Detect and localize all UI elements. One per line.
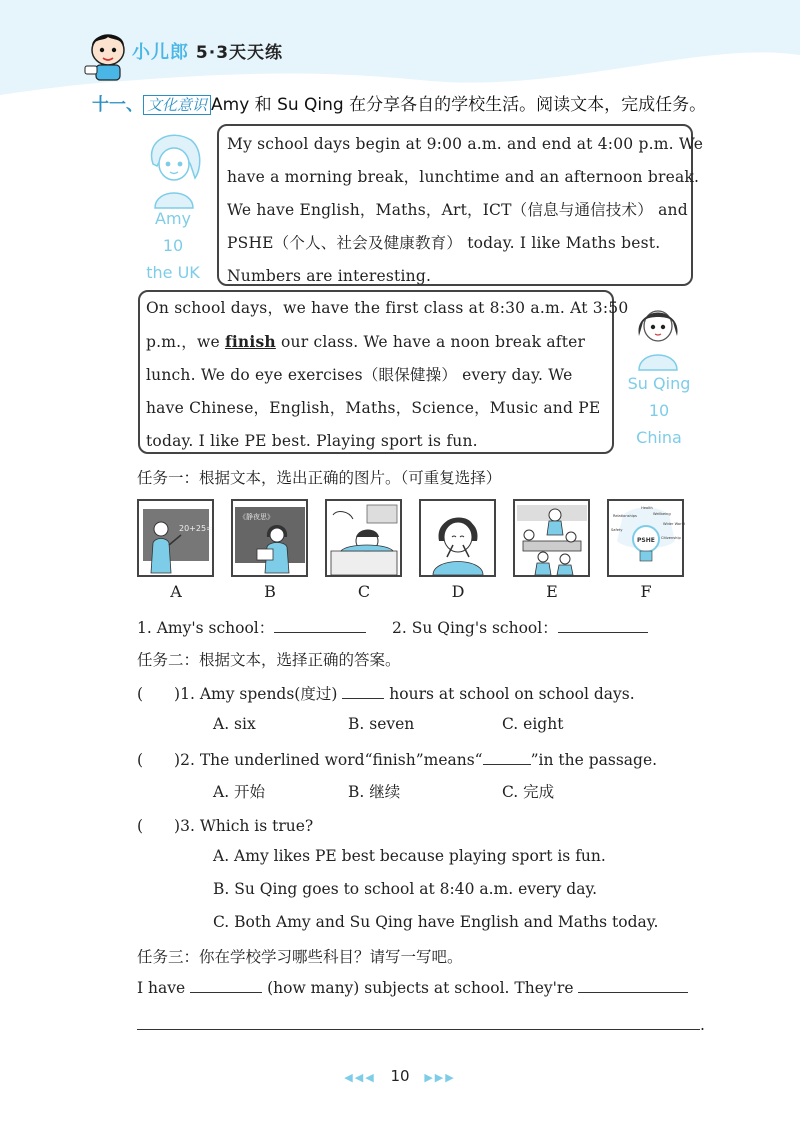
suqing-text-line: lunch. We do eye exercises（眼保健操） every day. We (146, 366, 573, 384)
noon-break-icon (327, 501, 400, 575)
suqing-text-line: have Chinese，English，Maths，Science，Music and PE (146, 399, 601, 417)
task2-question-3: ( )3. Which is true? (137, 817, 314, 835)
picture-c[interactable] (325, 499, 402, 577)
pic-f-word: Relationships (613, 514, 637, 518)
task3-sentence: I have (how many) subjects at school. They're (137, 979, 688, 997)
task2-q1-option-b[interactable]: B. seven (348, 715, 415, 733)
underlined-word-finish: finish (224, 332, 276, 351)
eye-exercises-icon (421, 501, 494, 575)
amy-speech-bubble (217, 124, 704, 286)
task3-title: 任务三：你在学校学习哪些科目？请写一写吧。 (137, 948, 463, 966)
task1-title: 任务一：根据文本，选出正确的图片。（可重复选择） (137, 469, 502, 487)
amy-text-line: PSHE（个人、社会及健康教育） today. I like Maths best. (227, 234, 661, 252)
suqing-text-line: today. I like PE best. Playing sport is fun. (146, 432, 478, 450)
task2-q2-option-c[interactable]: C. 完成 (502, 783, 555, 801)
suqing-portrait-icon (625, 292, 691, 370)
pic-b-board-text: 《静夜思》 (239, 513, 274, 521)
picture-d[interactable] (419, 499, 496, 577)
page-number: 10 (390, 1067, 410, 1085)
task1-question-1: 1. Amy's school： (137, 616, 366, 638)
task2-q1-option-a[interactable]: A. six (213, 715, 256, 733)
suqing-speech-bubble (138, 290, 629, 454)
answer-paren[interactable]: ( ) (137, 817, 181, 835)
amy-label (140, 205, 206, 286)
amy-text-line: have a morning break，lunchtime and an afternoon break. (227, 168, 700, 186)
picture-options (137, 499, 684, 577)
task2-q3-option-b[interactable]: B. Su Qing goes to school at 8:40 a.m. every day. (213, 880, 598, 898)
task3-second-line: . (137, 1012, 705, 1034)
amy-age: 10 (162, 236, 184, 255)
task2-q2-option-b[interactable]: B. 继续 (348, 783, 401, 801)
amy-portrait-icon (141, 130, 207, 208)
task2-question-2: ( )2. The underlined word“finish”means“ ”in the passage. (137, 751, 658, 769)
suqing-label (618, 370, 700, 451)
task2-q2-option-a[interactable]: A. 开始 (213, 783, 266, 801)
pic-f-center-text: PSHE (637, 537, 655, 544)
pic-f-word: Wider World (663, 522, 685, 526)
pic-f-word: Wellbeing (653, 512, 671, 516)
science-class-icon (515, 501, 588, 575)
right-arrows-icon: ▶▶▶ (424, 1071, 456, 1084)
answer-paren[interactable]: ( ) (137, 685, 181, 703)
subjects-continuation-blank[interactable] (137, 1012, 700, 1030)
amy-school-answer-blank[interactable] (274, 617, 366, 633)
amy-text-line: My school days begin at 9:00 a.m. and end at 4:00 p.m. We (227, 135, 704, 153)
letter-f: F (640, 582, 652, 601)
picture-e[interactable] (513, 499, 590, 577)
picture-a[interactable] (137, 499, 214, 577)
task2-question-1: ( )1. Amy spends(度过) hours at school on school days. (137, 685, 635, 703)
section-tag: 文化意识 (143, 95, 211, 115)
suqing-age: 10 (648, 401, 670, 420)
amy-name: Amy (155, 209, 191, 228)
letter-d: D (451, 582, 465, 601)
meaning-blank[interactable] (483, 751, 531, 765)
task2-q3-option-c[interactable]: C. Both Amy and Su Qing have English and Maths today. (213, 913, 659, 931)
letter-c: C (357, 582, 371, 601)
brand-name: 小儿郎 (132, 42, 189, 63)
suqing-school-answer-blank[interactable] (558, 617, 648, 633)
subject-count-blank[interactable] (190, 979, 262, 993)
pic-f-word: Citizenship (661, 536, 681, 540)
left-arrows-icon: ◀◀◀ (344, 1071, 376, 1084)
suqing-text-line: p.m.，we finish our class. We have a noon break after (146, 332, 586, 351)
task2-title: 任务二：根据文本，选择正确的答案。 (137, 651, 401, 669)
maths-class-icon (139, 501, 212, 575)
chinese-class-icon (233, 501, 306, 575)
subjects-blank[interactable] (578, 979, 688, 993)
pshe-bulb-icon (609, 501, 685, 575)
pic-f-word: Health (641, 506, 653, 510)
suqing-text-line: On school days，we have the first class at 8:30 a.m. At 3:50 (146, 299, 629, 317)
page-footer (0, 1067, 800, 1085)
suqing-name: Su Qing (627, 374, 691, 393)
series-name: 5·3天天练 (195, 43, 284, 63)
amy-country: the UK (146, 263, 200, 282)
hours-blank[interactable] (342, 685, 384, 699)
section-instruction: Amy 和 Su Qing 在分享各自的学校生活。阅读文本，完成任务。 (211, 95, 707, 115)
task2-q1-option-c[interactable]: C. eight (502, 715, 564, 733)
amy-text-line: Numbers are interesting. (227, 267, 432, 285)
letter-b: B (264, 582, 276, 601)
series-logo (132, 38, 283, 64)
section-title (92, 90, 706, 115)
answer-paren[interactable]: ( ) (137, 751, 181, 769)
pic-f-word: Safety (611, 528, 623, 532)
amy-text-line: We have English，Maths，Art，ICT（信息与通信技术） and (227, 201, 688, 219)
section-number: 十一、 (92, 95, 143, 115)
suqing-country: China (636, 428, 682, 447)
task1-question-2: 2. Su Qing's school： (392, 616, 648, 638)
task2-q3-option-a[interactable]: A. Amy likes PE best because playing sport is fun. (213, 847, 606, 865)
pic-a-board-text: 20+25= (179, 524, 213, 533)
picture-f[interactable] (607, 499, 684, 577)
picture-b[interactable] (231, 499, 308, 577)
letter-e: E (546, 582, 558, 601)
letter-a: A (170, 582, 182, 601)
boy-mascot-icon (82, 28, 134, 82)
